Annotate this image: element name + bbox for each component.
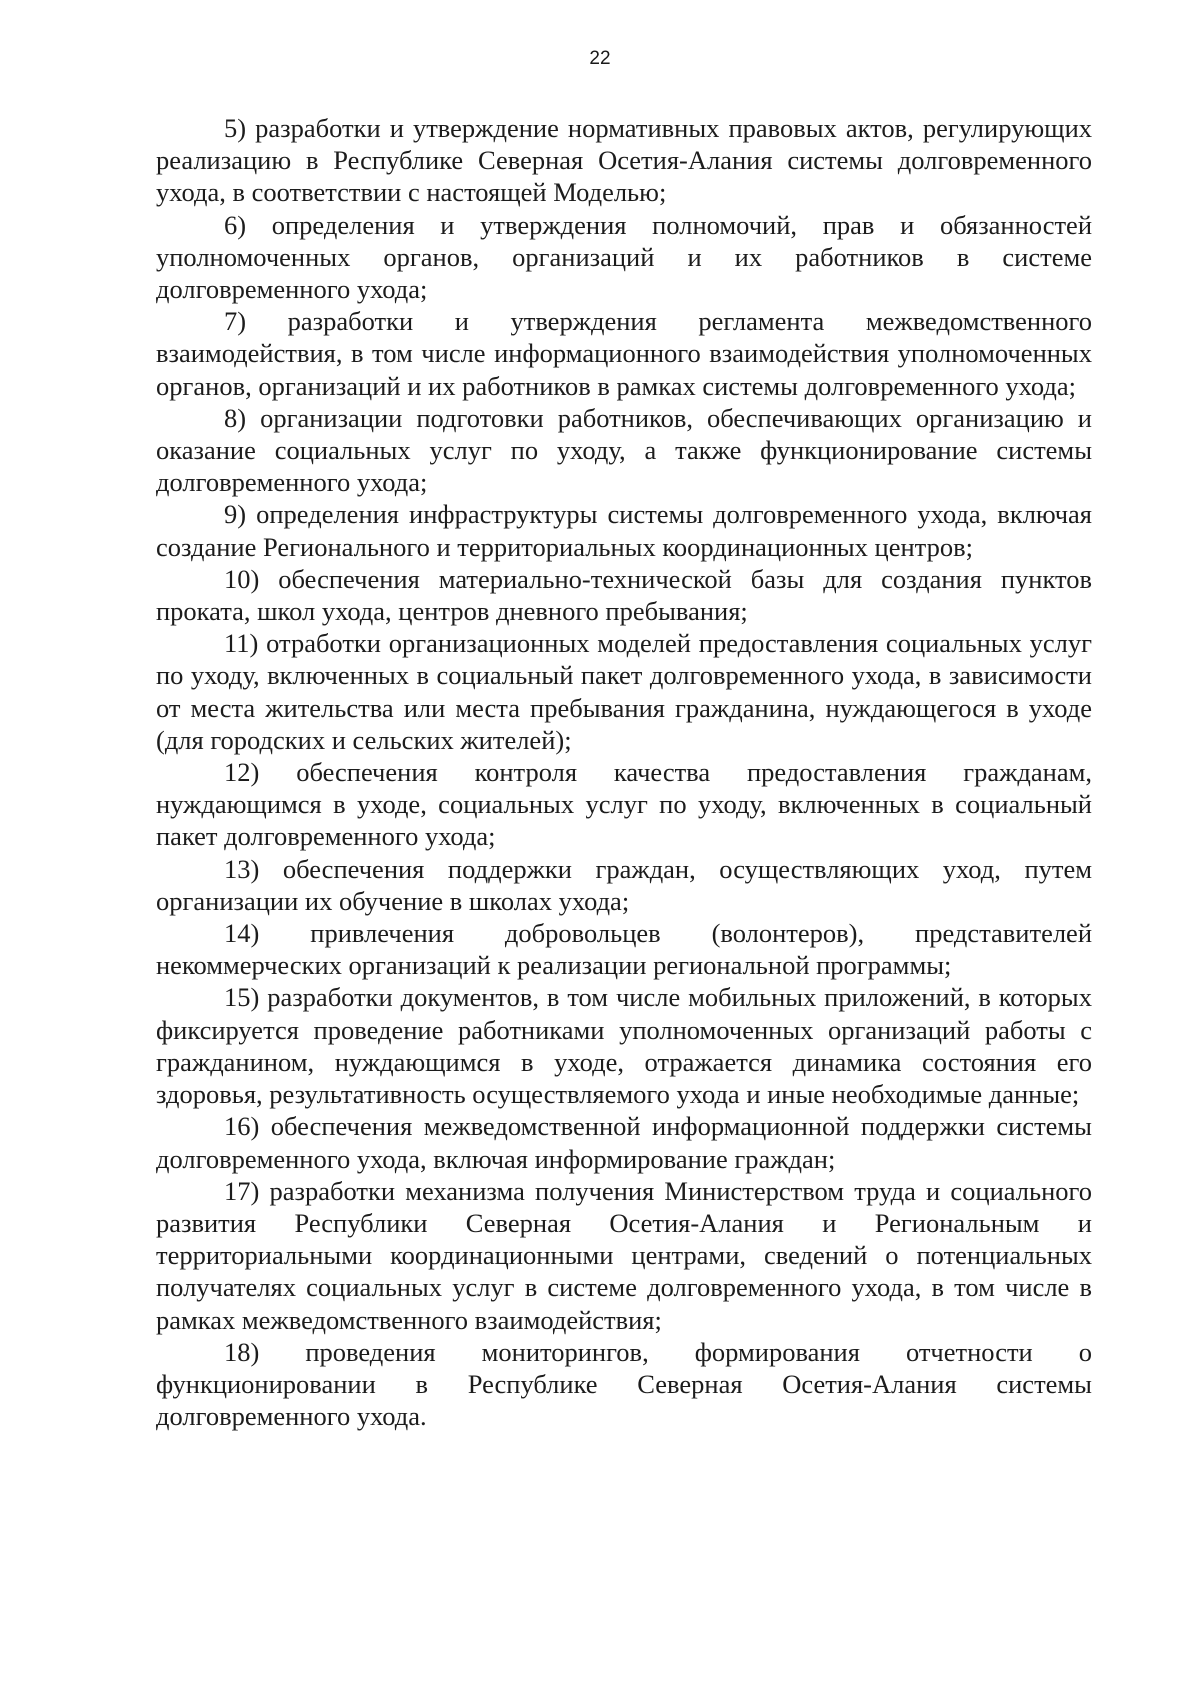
list-item-12: 12) обеспечения контроля качества предоставления гражданам, нуждающимся в уходе, социальных услуг по уходу, включенных в социальный пакет долговременного ухода; <box>156 757 1092 852</box>
list-item-7: 7) разработки и утверждения регламента межведомственного взаимодействия, в том числе информационного взаимодействия уполномоченных органов, организаций и их работников в рамках системы долговременного ухода; <box>156 306 1092 401</box>
list-item-16: 16) обеспечения межведомственной информационной поддержки системы долговременного ухода, включая информирование граждан; <box>156 1111 1092 1174</box>
list-item-15: 15) разработки документов, в том числе мобильных приложений, в которых фиксируется проведение работниками уполномоченных организаций работы с гражданином, нуждающимся в уходе, отражается динамика состояния его здоровья, результативность осуществляемого ухода и иные необходимые данные; <box>156 982 1092 1110</box>
list-item-11: 11) отработки организационных моделей предоставления социальных услуг по уходу, включенных в социальный пакет долговременного ухода, в зависимости от места жительства или места пребывания гражданина, нуждающегося в уходе (для городских и сельских жителей); <box>156 628 1092 755</box>
list-item-17: 17) разработки механизма получения Министерством труда и социального развития Республики Северная Осетия-Алания и Региональным и территориальными координационными центрами, сведений о потенциальных получателях социальных услуг в системе долговременного ухода, в том числе в рамках межведомственного взаимодействия; <box>156 1175 1092 1335</box>
page-number: 22 <box>589 48 611 69</box>
list-item-13: 13) обеспечения поддержки граждан, осуществляющих уход, путем организации их обучение в школах ухода; <box>156 853 1092 916</box>
list-item-18: 18) проведения мониторингов, формирования отчетности о функционировании в Республике Северная Осетия-Алания системы долговременного ухода. <box>156 1336 1092 1432</box>
list-item-6: 6) определения и утверждения полномочий, прав и обязанностей уполномоченных органов, организаций и их работников в системе долговременного ухода; <box>156 209 1092 305</box>
list-item-8: 8) организации подготовки работников, обеспечивающих организацию и оказание социальных услуг по уходу, а также функционирование системы долговременного ухода; <box>156 402 1092 498</box>
list-item-5: 5) разработки и утверждение нормативных правовых актов, регулирующих реализацию в Республике Северная Осетия-Алания системы долговременного ухода, в соответствии с настоящей Моделью; <box>156 113 1092 208</box>
list-item-9: 9) определения инфраструктуры системы долговременного ухода, включая создание Регионального и территориальных координационных центров; <box>156 499 1092 562</box>
list-item-10: 10) обеспечения материально-технической базы для создания пунктов проката, школ ухода, центров дневного пребывания; <box>156 563 1092 627</box>
list-item-14: 14) привлечения добровольцев (волонтеров), представителей некоммерческих организаций к реализации региональной программы; <box>156 918 1092 981</box>
document-body <box>156 112 1092 1432</box>
